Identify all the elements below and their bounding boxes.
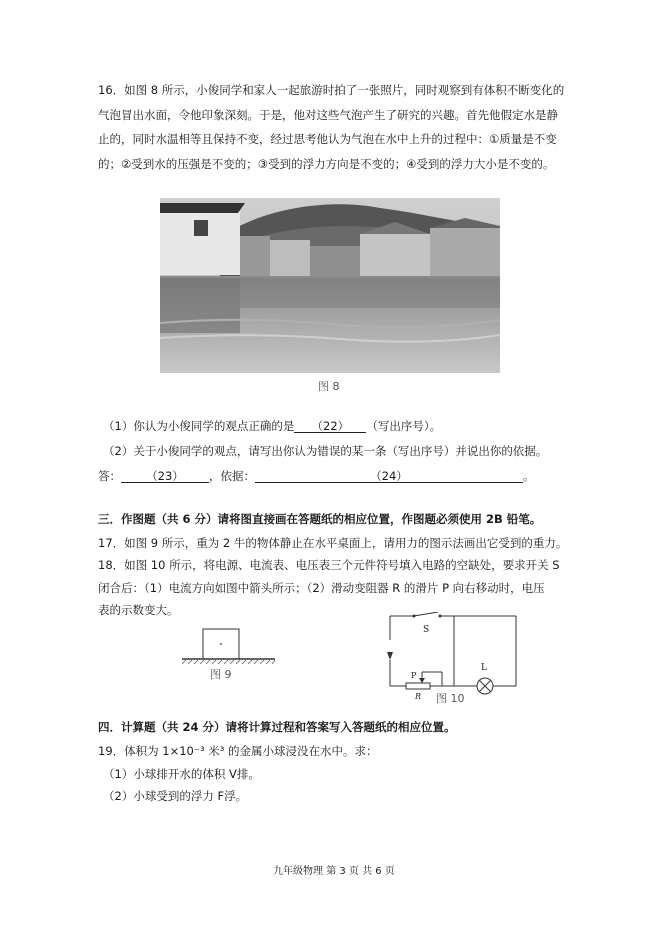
basis-label: ，依据： bbox=[209, 469, 255, 483]
q17-text: 17．如图 9 所示，重为 2 牛的物体静止在水平桌面上，请用力的图示法画出它受到的重力。 bbox=[98, 536, 568, 550]
q18-line-2: 闭合后：（1）电流方向如图中箭头所示；（2）滑动变阻器 R 的滑片 P 向右移动时，电压 bbox=[98, 581, 545, 595]
section-4-heading: 四．计算题（共 24 分）请将计算过程和答案写入答题纸的相应位置。 bbox=[98, 720, 456, 734]
lake-photo-image bbox=[160, 198, 500, 373]
q16-sub1-suffix: （写出序号）。 bbox=[366, 419, 442, 433]
slider-label: P bbox=[411, 671, 417, 680]
q16-sub1 bbox=[103, 418, 441, 434]
switch-label: S bbox=[423, 625, 430, 635]
section-3-heading: 三．作图题（共 6 分）请将图直接画在答题纸的相应位置，作图题必须使用 2B 铅笔。 bbox=[98, 512, 542, 526]
q16-line-4: 的；②受到水的压强是不变的；③受到的浮力方向是不变的；④受到的浮力大小是不变的。 bbox=[98, 157, 555, 171]
figure-8-caption: 图 8 bbox=[318, 380, 340, 393]
q19-part-1: （1）小球排开水的体积 V排。 bbox=[103, 767, 260, 781]
blank-23: （23） bbox=[121, 468, 209, 483]
q16-sub2: （2）关于小俊同学的观点，请写出你认为错误的某一条（写出序号）并说出你的依据。 bbox=[103, 444, 548, 458]
resistor-label: R bbox=[415, 692, 422, 701]
q16-line-1: 16．如图 8 所示，小俊同学和家人一起旅游时拍了一张照片，同时观察到有体积不断变化的 bbox=[98, 83, 565, 97]
q16-answer bbox=[98, 468, 535, 484]
figure-10-caption: 图 10 bbox=[436, 692, 465, 705]
answer-label: 答： bbox=[98, 469, 121, 483]
blank-24: （24） bbox=[255, 468, 523, 483]
q16-sub1-prefix: （1）你认为小俊同学的观点正确的是 bbox=[103, 419, 295, 433]
lake-photo bbox=[160, 198, 500, 373]
q19-text: 19．体积为 1×10⁻³ 米³ 的金属小球浸没在水中。求： bbox=[98, 744, 378, 758]
figure-9-caption: 图 9 bbox=[210, 668, 232, 681]
q16-line-3: 止的，同时水温相等且保持不变，经过思考他认为气泡在水中上升的过程中：①质量是不变 bbox=[98, 132, 557, 146]
blank-22: （22） bbox=[294, 418, 366, 433]
q16-line-2: 气泡冒出水面，令他印象深刻。于是，他对这些气泡产生了研究的兴趣。首先他假定水是静 bbox=[98, 108, 558, 122]
q19-part-2: （2）小球受到的浮力 F浮。 bbox=[103, 789, 248, 803]
lamp-label: L bbox=[481, 663, 487, 673]
answer-end: 。 bbox=[523, 469, 535, 483]
page-footer: 九年级物理 第 3 页 共 6 页 bbox=[273, 866, 395, 877]
q18-line-3: 表的示数变大。 bbox=[98, 603, 179, 617]
q18-line-1: 18．如图 10 所示，将电源、电流表、电压表三个元件符号填入电路的空缺处，要求开关 S bbox=[98, 558, 560, 572]
